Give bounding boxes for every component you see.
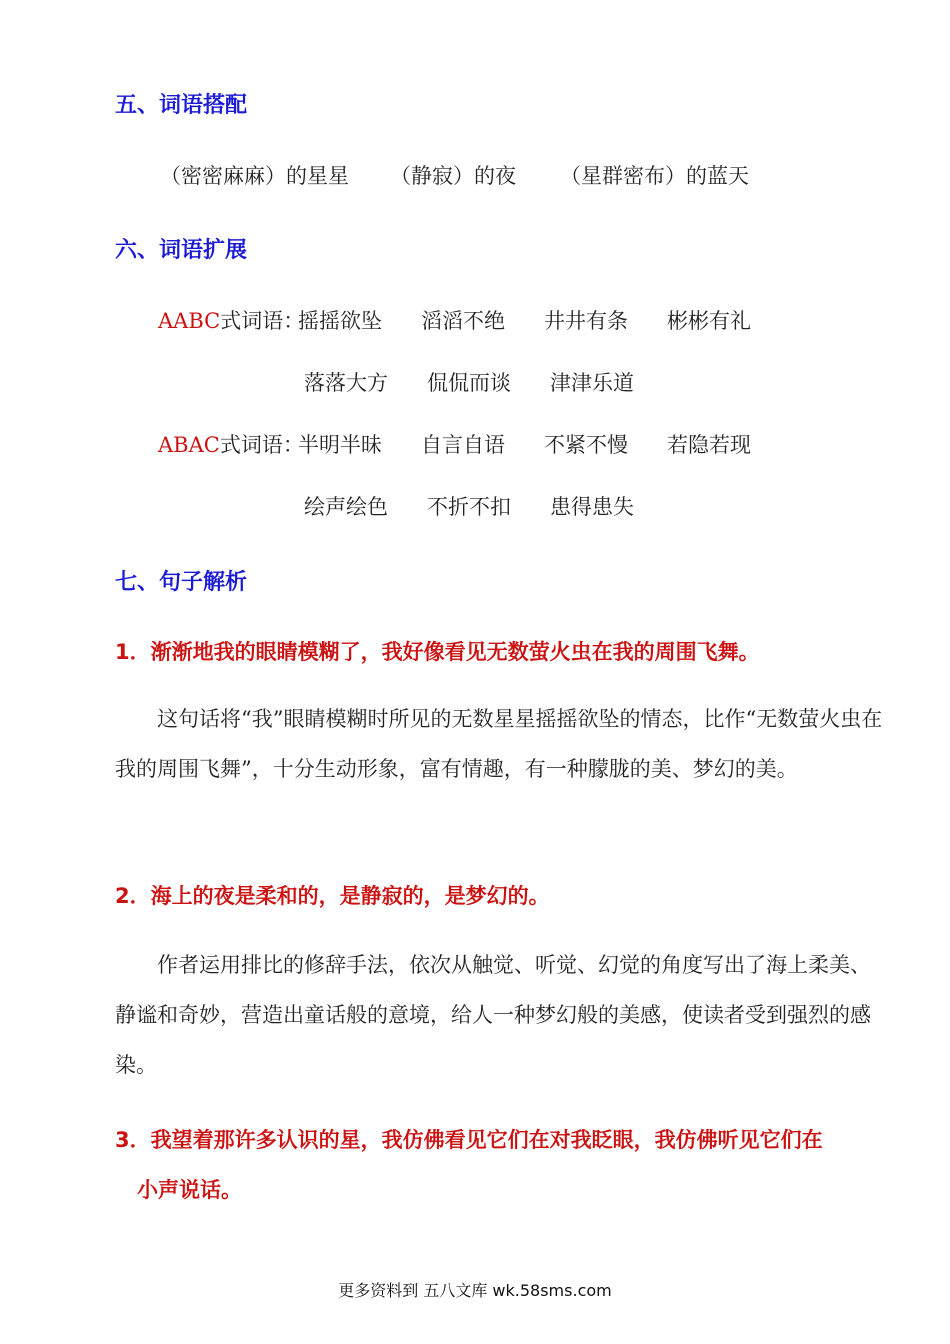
aabc-label bbox=[158, 305, 304, 335]
section-5-title: 五、词语搭配 bbox=[115, 93, 248, 118]
abac-word: 不紧不慢 bbox=[544, 433, 628, 457]
abac-label bbox=[158, 429, 304, 459]
section-6-title: 六、词语扩展 bbox=[115, 238, 248, 263]
collocation-item-2: （静寂）的夜 bbox=[390, 164, 516, 188]
aabc-word: 侃侃而谈 bbox=[427, 371, 511, 395]
aabc-word: 津津乐道 bbox=[550, 371, 634, 395]
footer-note: 更多资料到 五八文库 wk.58sms.com bbox=[338, 1281, 612, 1300]
sentence-2: 2．海上的夜是柔和的，是静寂的，是梦幻的。 bbox=[115, 884, 550, 908]
abac-suffix: 式词语： bbox=[219, 433, 304, 457]
sentence-1: 1．渐渐地我的眼睛模糊了，我好像看见无数萤火虫在我的周围飞舞。 bbox=[115, 640, 760, 664]
aabc-word: 滔滔不绝 bbox=[421, 309, 505, 333]
abac-word: 半明半昧 bbox=[298, 433, 382, 457]
aabc-word: 落落大方 bbox=[304, 371, 388, 395]
abac-word: 不折不扣 bbox=[427, 495, 511, 519]
analysis-1: 这句话将“我”眼睛模糊时所见的无数星星摇摇欲坠的情态，比作“无数萤火虫在我的周围飞舞”，十分生动形象，富有情趣，有一种朦胧的美、梦幻的美。 bbox=[115, 707, 883, 781]
abac-prefix: ABAC bbox=[158, 433, 220, 457]
sentence-3-line-1: 3．我望着那许多认识的星，我仿佛看见它们在对我眨眼，我仿佛听见它们在 bbox=[115, 1128, 823, 1152]
abac-word: 绘声绘色 bbox=[304, 495, 388, 519]
aabc-prefix: AABC bbox=[158, 309, 221, 333]
aabc-word: 摇摇欲坠 bbox=[298, 309, 382, 333]
aabc-word: 彬彬有礼 bbox=[667, 309, 751, 333]
abac-word: 若隐若现 bbox=[667, 433, 751, 457]
aabc-suffix: 式词语： bbox=[220, 309, 305, 333]
section-7-title: 七、句子解析 bbox=[115, 570, 248, 595]
aabc-word: 井井有条 bbox=[544, 309, 628, 333]
collocation-item-1: （密密麻麻）的星星 bbox=[160, 164, 349, 188]
abac-word: 自言自语 bbox=[421, 433, 505, 457]
sentence-3-line-2: 小声说话。 bbox=[137, 1178, 242, 1202]
analysis-2: 作者运用排比的修辞手法，依次从触觉、听觉、幻觉的角度写出了海上柔美、静谧和奇妙，营造出童话般的意境，给人一种梦幻般的美感，使读者受到强烈的感染。 bbox=[115, 953, 871, 1077]
collocation-item-3: （星群密布）的蓝天 bbox=[560, 164, 749, 188]
abac-word: 患得患失 bbox=[550, 495, 634, 519]
